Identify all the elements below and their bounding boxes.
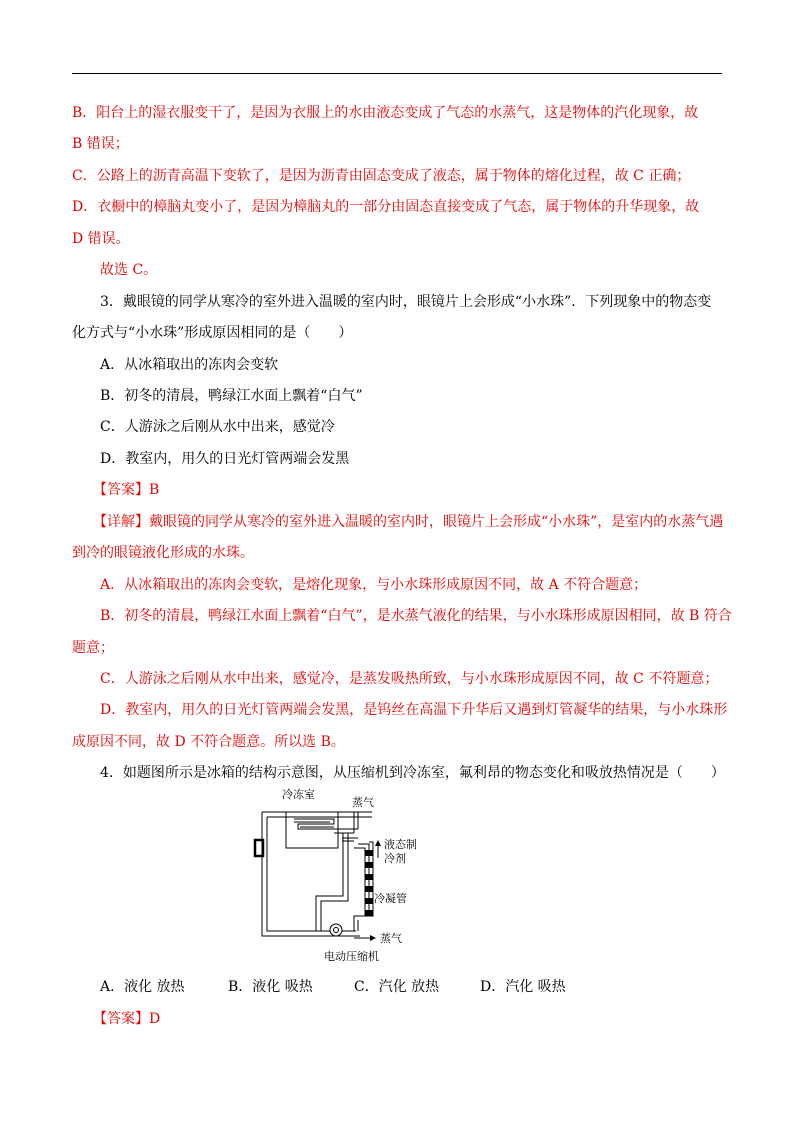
label-liquid-2: 冷剂 bbox=[384, 852, 406, 865]
label-condenser: 冷凝管 bbox=[374, 892, 407, 905]
answer-label: 【答案】D bbox=[93, 1011, 161, 1027]
answer-label: 【答案】B bbox=[93, 482, 160, 498]
compressor-icon bbox=[330, 924, 342, 936]
label-freezer: 冷冻室 bbox=[282, 788, 315, 801]
text-line: D．衣橱中的樟脑丸变小了，是因为樟脑丸的一部分由固态直接变成了气态，属于物体的升华现象，故 bbox=[72, 199, 700, 215]
refrigerator-diagram bbox=[248, 786, 428, 966]
option-a: A．从冰箱取出的冻肉会变软 bbox=[100, 357, 279, 373]
option-b: B．液化 吸热 bbox=[228, 979, 313, 995]
header-rule bbox=[72, 73, 722, 74]
explanation-text: 题意； bbox=[72, 640, 114, 656]
explanation-text: D．教室内，用久的日光灯管两端会发黑，是钨丝在高温下升华后又遇到灯管凝华的结果，与小水珠形 bbox=[100, 702, 728, 718]
explanation-text: B．初冬的清晨，鸭绿江水面上飘着“白气”，是水蒸气液化的结果，与小水珠形成原因相同，故 B 符合 bbox=[100, 608, 732, 624]
text-line: 故选 C。 bbox=[100, 262, 158, 278]
option-d: D．汽化 吸热 bbox=[480, 979, 566, 995]
door-handle bbox=[255, 840, 263, 856]
question-3-stem: 化方式与“小水珠”形成原因相同的是（ ） bbox=[72, 325, 353, 341]
text-line: C．公路上的沥青高温下变软了，是因为沥青由固态变成了液态，属于物体的熔化过程，故 C 正确； bbox=[72, 168, 691, 184]
text-line: D 错误。 bbox=[72, 231, 130, 247]
explanation-text: C．人游泳之后刚从水中出来，感觉冷，是蒸发吸热所致，与小水珠形成原因不同，故 C 不符题意； bbox=[100, 671, 719, 687]
explanation-text: A．从冰箱取出的冻肉会变软，是熔化现象，与小水珠形成原因不同，故 A 不符合题意； bbox=[100, 577, 648, 593]
explanation-text: 成原因不同，故 D 不符合题意。所以选 B。 bbox=[72, 734, 345, 750]
explanation-text: 到冷的眼镜液化形成的水珠。 bbox=[72, 545, 254, 561]
option-a: A．液化 放热 bbox=[100, 979, 185, 995]
text-line: B．阳台上的湿衣服变干了，是因为衣服上的水由液态变成了气态的水蒸气，这是物体的汽化现象，故 bbox=[72, 105, 699, 121]
question-4-stem: 4．如题图所示是冰箱的结构示意图，从压缩机到冷冻室，氟利昂的物态变化和吸放热情况是（ ） bbox=[100, 765, 725, 781]
label-vapor-top: 蒸气 bbox=[352, 796, 374, 809]
text-line: B 错误； bbox=[72, 136, 129, 152]
label-vapor-bottom: 蒸气 bbox=[380, 932, 402, 945]
label-compressor: 电动压缩机 bbox=[324, 950, 379, 963]
explanation-text: 【详解】戴眼镜的同学从寒冷的室外进入温暖的室内时，眼镜片上会形成“小水珠”，是室内的水蒸气遇 bbox=[93, 514, 724, 530]
option-c: C．汽化 放热 bbox=[354, 979, 440, 995]
option-d: D．教室内，用久的日光灯管两端会发黑 bbox=[100, 451, 350, 467]
question-3-stem: 3．戴眼镜的同学从寒冷的室外进入温暖的室内时，眼镜片上会形成“小水珠”．下列现象中的物态变 bbox=[100, 294, 712, 310]
option-b: B．初冬的清晨，鸭绿江水面上飘着“白气” bbox=[100, 388, 363, 404]
label-liquid-1: 液态制 bbox=[384, 838, 417, 851]
option-c: C．人游泳之后刚从水中出来，感觉冷 bbox=[100, 419, 335, 435]
